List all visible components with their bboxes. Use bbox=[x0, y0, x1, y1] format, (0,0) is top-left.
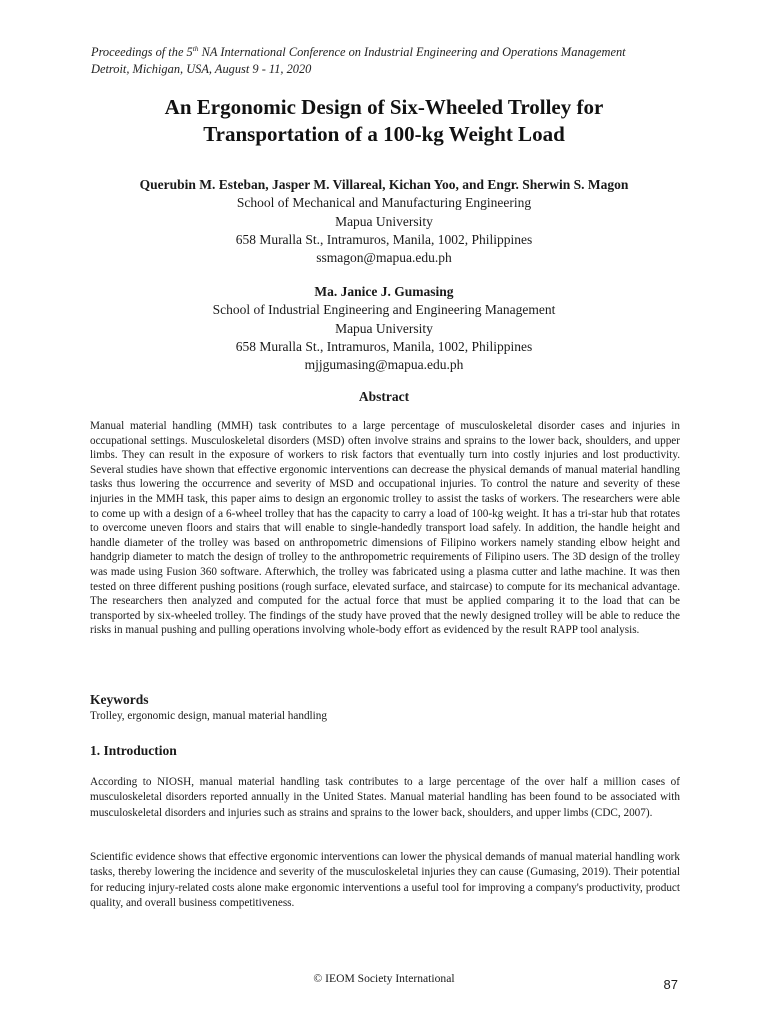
author-university: Mapua University bbox=[335, 320, 433, 336]
author-group-2 bbox=[60, 283, 708, 374]
author-names: Querubin M. Esteban, Jasper M. Villareal, Kichan Yoo, and Engr. Sherwin S. Magon bbox=[139, 177, 629, 192]
section-heading-introduction: 1. Introduction bbox=[90, 743, 177, 758]
abstract-text: Manual material handling (MMH) task contributes to a large percentage of musculoskeletal disorder cases and injuries in occupational settings. Musculoskeletal disorders (MSD) often involve strains and sprains to the lower back, shoulders, and upper limbs. They can result in the exposure of workers to risk factors that eventually turn into costly injuries and lost productivity. Several studies have shown that effective ergonomic interventions can decrease the physical demands of manual material handling tasks thus lowering the occurrence and severity of MSD and occupational injuries. To control the nature and severity of these injuries in the MMH task, this paper aims to design an ergonomic trolley to assist the tasks of workers. The researchers were able to come up with a design of a 6-wheel trolley that has the capacity to carry a load of 100-kg weight. It has a tri-star hub that rotates to overcome uneven floors and stairs that will enable to single-handedly transport load safely. In addition, the handle height and handle diameter of the trolley was based on anthropometric dimensions of Filipino workers namely standing elbow height and handgrip diameter to match the design of trolley to the anthropometric requirements of Filipino users. The 3D design of the trolley was made using Fusion 360 software. Afterwhich, the trolley was fabricated using a plasma cutter and lathe machine. It was then tested on three different pushing positions (rough surface, elevated surface, and staircase) to compute for its mechanical advantage. The researchers then analyzed and computed for the actual force that must be applied comparing it to the load that can be transported by six-wheeled trolley. The findings of the study have proved that the newly designed trolley will be able to reduce the risks in manual pushing and pulling operations involving whole-body effort as evidenced by the result RAPP tool analysis. bbox=[90, 420, 680, 637]
author-address: 658 Muralla St., Intramuros, Manila, 1002, Philippines bbox=[235, 231, 533, 247]
author-university: Mapua University bbox=[335, 213, 433, 229]
title-line-2: Transportation of a 100-kg Weight Load bbox=[203, 122, 565, 146]
title-line-1: An Ergonomic Design of Six-Wheeled Trolley for bbox=[164, 95, 604, 119]
proceedings-line-1: Proceedings of the 5th NA International Conference on Industrial Engineering and Operations Management bbox=[91, 43, 626, 59]
author-names: Ma. Janice J. Gumasing bbox=[314, 284, 454, 299]
author-email: mjjgumasing@mapua.edu.ph bbox=[304, 357, 464, 373]
proceedings-line-2: Detroit, Michigan, USA, August 9 - 11, 2020 bbox=[91, 62, 312, 76]
proceedings-header bbox=[91, 44, 711, 78]
page-number: 87 bbox=[663, 977, 678, 992]
author-group-1 bbox=[60, 176, 708, 267]
author-school: School of Mechanical and Manufacturing Engineering bbox=[236, 195, 532, 211]
author-address: 658 Muralla St., Intramuros, Manila, 1002, Philippines bbox=[235, 338, 533, 354]
author-school: School of Industrial Engineering and Engineering Management bbox=[212, 302, 556, 318]
abstract-heading: Abstract bbox=[358, 389, 410, 404]
introduction-paragraph-2: Scientific evidence shows that effective ergonomic interventions can lower the physical demands of manual material handling work tasks, thereby lowering the incidence and severity of the musculoskeletal injuries they can cause (Gumasing, 2019). Their potential for reducing injury-related costs alone make ergonomic interventions a useful tool for improving a company's productivity, product quality, and overall business competitiveness. bbox=[90, 851, 680, 909]
paper-title bbox=[60, 94, 708, 148]
introduction-paragraph-1: According to NIOSH, manual material handling task contributes to a large percentage of the over half a million cases of musculoskeletal disorders reported annually in the United States. Manual material handling has been found to be associated with musculoskeletal disorders and injuries such as strains and sprains to the lower back, shoulders, and upper limbs (CDC, 2007). bbox=[90, 776, 680, 819]
author-email: ssmagon@mapua.edu.ph bbox=[316, 250, 452, 266]
footer-copyright: © IEOM Society International bbox=[313, 972, 455, 985]
keywords-text: Trolley, ergonomic design, manual material handling bbox=[90, 710, 327, 722]
keywords-heading: Keywords bbox=[90, 692, 149, 707]
